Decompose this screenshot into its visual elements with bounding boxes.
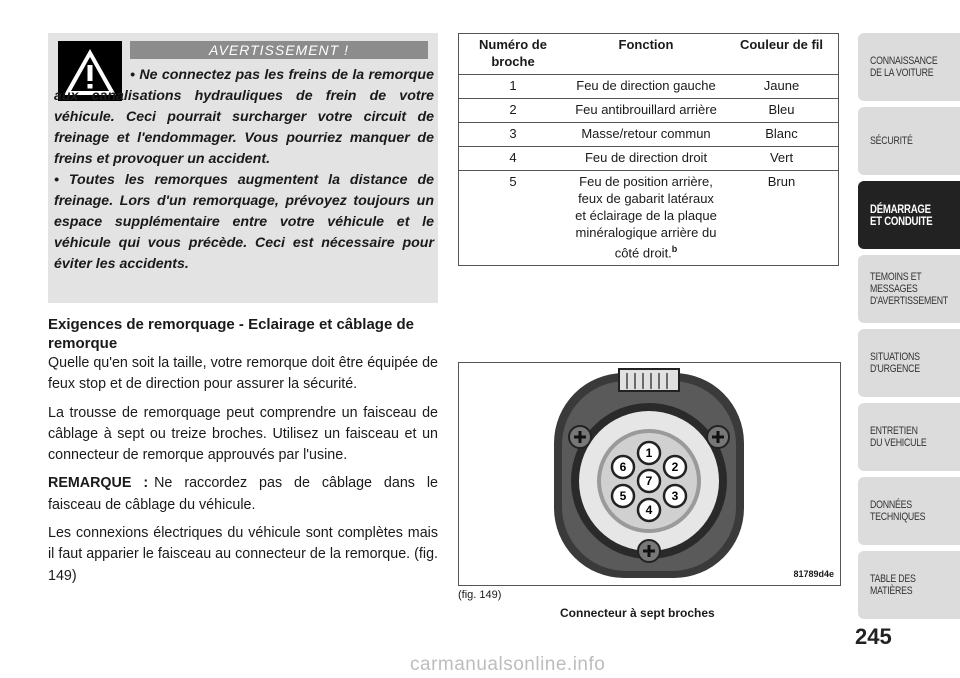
wiring-table (458, 33, 839, 266)
connector-figure (458, 362, 841, 586)
tab-situations[interactable] (858, 329, 960, 397)
wire-color: Blanc (725, 123, 839, 147)
wire-color: Vert (725, 147, 839, 171)
warning-paragraph-2: • Toutes les remorques augmentent la distance de freinage. Lors d'un remorquage, prévoyez toujours un espace supplémentaire entre votre véhicule et le véhicule qui vous précède. Ceci est nécessaire pour éviter les accidents. (54, 172, 434, 272)
wire-color: Bleu (725, 99, 839, 123)
seven-pin-connector-illustration (459, 363, 840, 585)
tab-donnees[interactable] (858, 477, 960, 545)
section-body (48, 315, 438, 594)
pin-5 (612, 485, 634, 507)
pin-number: 2 (459, 99, 568, 123)
pin-function-text: Feu de position arrière, feux de gabarit latéraux et éclairage de la plaque minéralogique arrière du côté droit. (575, 174, 717, 261)
watermark: carmanualsonline.info (410, 654, 606, 675)
paragraph-1: Quelle qu'en soit la taille, votre remorque doit être équipée de feux stop et de direction pour assurer la sécurité. (48, 355, 438, 393)
pin-number: 5 (459, 171, 568, 266)
tab-securite[interactable] (858, 107, 960, 175)
wire-color: Jaune (725, 75, 839, 99)
tab-label: ENTRETIEN DU VEHICULE (870, 425, 927, 449)
pin-label: 4 (645, 503, 653, 517)
header-function: Fonction (567, 34, 725, 75)
tab-label: SITUATIONS D'URGENCE (870, 351, 920, 375)
tab-label: CONNAISSANCE DE LA VOITURE (870, 55, 938, 79)
table-row (459, 171, 839, 266)
wire-color: Brun (725, 171, 839, 266)
pin-number: 3 (459, 123, 568, 147)
pin-function: Feu de direction gauche (567, 75, 725, 99)
tab-label: DÉMARRAGE ET CONDUITE (870, 202, 933, 228)
pin-label: 5 (619, 489, 627, 503)
pin-1 (638, 442, 660, 464)
note-label: REMARQUE : (48, 475, 149, 492)
pin-3 (664, 485, 686, 507)
footnote-marker: b (671, 244, 678, 254)
paragraph-3: Les connexions électriques du véhicule sont complètes mais il faut apparier le faisceau au connecteur de la remorque. (fig. 149) (48, 525, 438, 584)
warning-paragraph-1: • Ne connectez pas les freins de la remorque aux canalisations hydrauliques de frein de votre véhicule. Ceci pourrait surcharger votre circuit de freinage et l'endommager. Vous pourriez manquer de freins et provoquer un accident. (54, 67, 434, 167)
note-paragraph (48, 473, 438, 516)
pin-label: 2 (671, 460, 679, 474)
table-row (459, 147, 839, 171)
paragraph-2: La trousse de remorquage peut comprendre un faisceau de câblage à sept ou treize broches. Utilisez un faisceau et un connecteur de remorque approuvés par l'usine. (48, 404, 438, 464)
pin-4 (638, 499, 660, 521)
figure-reference: (fig. 149) (458, 589, 502, 601)
warning-box (48, 33, 438, 303)
tab-label: DONNÉES TECHNIQUES (870, 499, 926, 523)
warning-text (54, 65, 434, 275)
tab-label: TABLE DES MATIÈRES (870, 573, 916, 597)
header-wire-color: Couleur de fil (725, 34, 839, 75)
tab-table[interactable] (858, 551, 960, 619)
tab-label: SÉCURITÉ (870, 135, 913, 147)
pin-function: Feu antibrouillard arrière (567, 99, 725, 123)
tab-demarrage[interactable] (858, 181, 960, 249)
figure-caption: Connecteur à sept broches (560, 606, 715, 620)
tab-connaissance[interactable] (858, 33, 960, 101)
pin-7 (638, 470, 660, 492)
pin-6 (612, 456, 634, 478)
section-heading: Exigences de remorquage - Eclairage et câblage de remorque (48, 316, 414, 352)
pin-label: 6 (619, 460, 627, 474)
pin-label: 3 (671, 489, 679, 503)
pin-function (567, 171, 725, 266)
pin-number: 1 (459, 75, 568, 99)
page-number: 245 (855, 624, 892, 649)
figure-code: 81789d4e (793, 569, 834, 579)
table-row (459, 75, 839, 99)
warning-title: AVERTISSEMENT ! (130, 41, 428, 59)
pin-2 (664, 456, 686, 478)
tab-temoins[interactable] (858, 255, 960, 323)
tab-entretien[interactable] (858, 403, 960, 471)
tab-label: TEMOINS ET MESSAGES D'AVERTISSEMENT (870, 271, 948, 307)
pin-function: Masse/retour commun (567, 123, 725, 147)
pin-number: 4 (459, 147, 568, 171)
pin-label: 7 (645, 474, 653, 488)
table-header-row (459, 34, 839, 75)
header-pin-number: Numéro de broche (459, 34, 568, 75)
pin-label: 1 (645, 446, 653, 460)
pin-function: Feu de direction droit (567, 147, 725, 171)
note-text: Ne raccordez pas de câblage dans le faisceau de câblage du véhicule. (48, 475, 438, 513)
table-row (459, 123, 839, 147)
table-row (459, 99, 839, 123)
